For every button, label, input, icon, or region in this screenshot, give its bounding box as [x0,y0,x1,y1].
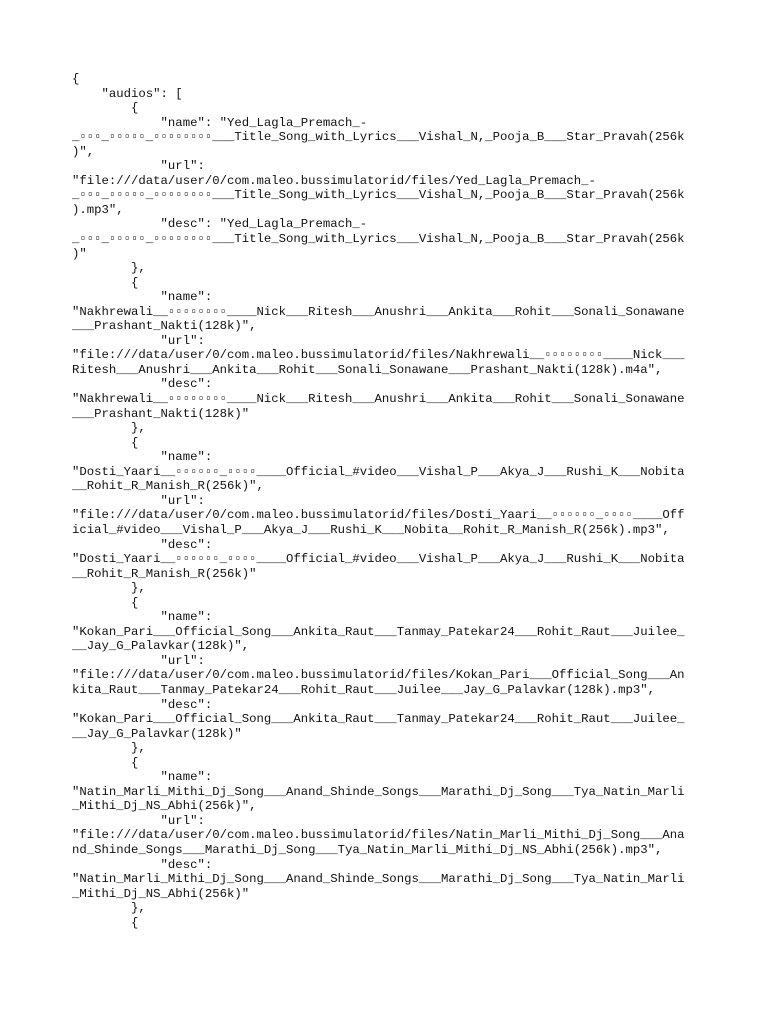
code-line: "file:///data/user/0/com.maleo.bussimulatorid/files/Natin_Marli_Mithi_Dj_Song___Ana [72,828,685,843]
code-line: "Natin_Marli_Mithi_Dj_Song___Anand_Shinde_Songs___Marathi_Dj_Song___Tya_Natin_Marli [72,872,685,887]
code-line: _▫▫▫_▫▫▫▫▫_▫▫▫▫▫▫▫▫___Title_Song_with_Lyrics___Vishal_N,_Pooja_B___Star_Pravah(256k [72,188,685,203]
code-line: __Rohit_R_Manish_R(256k)" [72,566,257,581]
code-line: ___Prashant_Nakti(128k)" [72,406,250,421]
code-line: "name": [72,450,213,465]
code-line: "name": [72,770,213,785]
code-line: "file:///data/user/0/com.maleo.bussimulatorid/files/Yed_Lagla_Premach_- [72,173,596,188]
code-line: { [72,72,80,86]
code-line: "desc": [72,537,213,552]
code-line: "file:///data/user/0/com.maleo.bussimulatorid/files/Kokan_Pari___Official_Song___An [72,668,685,683]
code-line: { [72,275,139,290]
code-line: "Kokan_Pari___Official_Song___Ankita_Raut___Tanmay_Patekar24___Rohit_Raut___Juilee_ [72,624,685,639]
code-line: { [72,915,139,930]
code-line: "Nakhrewali__▫▫▫▫▫▫▫▫____Nick___Ritesh___Anushri___Ankita___Rohit___Sonali_Sonawane [72,392,685,407]
code-line: icial_#video___Vishal_P___Akya_J___Rushi_K___Nobita__Rohit_R_Manish_R(256k).mp3", [72,522,670,537]
code-line: "url": [72,813,205,828]
code-line: _▫▫▫_▫▫▫▫▫_▫▫▫▫▫▫▫▫___Title_Song_with_Lyrics___Vishal_N,_Pooja_B___Star_Pravah(256k [72,232,685,247]
code-line: )", [72,144,95,159]
code-line: }, [72,421,146,436]
code-line: { [72,755,139,770]
code-line: __Jay_G_Palavkar(128k)", [72,639,250,654]
code-line: "file:///data/user/0/com.maleo.bussimulatorid/files/Nakhrewali__▫▫▫▫▫▫▫▫____Nick___ [72,348,685,363]
code-line: { [72,101,139,116]
code-line: )" [72,246,87,261]
code-line: "url": [72,159,205,174]
code-line: "url": [72,653,205,668]
code-line: "audios": [ [72,86,183,101]
code-line: "Natin_Marli_Mithi_Dj_Song___Anand_Shinde_Songs___Marathi_Dj_Song___Tya_Natin_Marli [72,784,685,799]
code-line: nd_Shinde_Songs___Marathi_Dj_Song___Tya_Natin_Marli_Mithi_Dj_NS_Abhi(256k).mp3", [72,842,663,857]
code-line: ).mp3", [72,202,124,217]
code-line: }, [72,741,146,756]
code-line: "file:///data/user/0/com.maleo.bussimulatorid/files/Dosti_Yaari__▫▫▫▫▫▫_▫▫▫▫____Off [72,508,685,523]
code-line: }, [72,901,146,916]
code-line: _Mithi_Dj_NS_Abhi(256k)" [72,886,250,901]
code-line: "url": [72,333,205,348]
code-line: "desc": [72,377,213,392]
code-line: ___Prashant_Nakti(128k)", [72,319,257,334]
code-line: "name": "Yed_Lagla_Premach_- [72,115,368,130]
code-line: "desc": [72,697,213,712]
code-line: { [72,595,139,610]
code-line: kita_Raut___Tanmay_Patekar24___Rohit_Raut___Juilee___Jay_G_Palavkar(128k).mp3", [72,682,655,697]
code-line: "url": [72,493,205,508]
code-line: "name": [72,290,213,305]
json-code-block [72,72,700,930]
code-line: "Dosti_Yaari__▫▫▫▫▫▫_▫▫▫▫____Official_#video___Vishal_P___Akya_J___Rushi_K___Nobita [72,552,685,567]
code-line: _Mithi_Dj_NS_Abhi(256k)", [72,799,257,814]
code-line: __Rohit_R_Manish_R(256k)", [72,479,264,494]
code-line: _▫▫▫_▫▫▫▫▫_▫▫▫▫▫▫▫▫___Title_Song_with_Lyrics___Vishal_N,_Pooja_B___Star_Pravah(256k [72,130,685,145]
code-line: "Nakhrewali__▫▫▫▫▫▫▫▫____Nick___Ritesh___Anushri___Ankita___Rohit___Sonali_Sonawane [72,304,685,319]
code-line: { [72,435,139,450]
code-line: "desc": [72,857,213,872]
code-line: "name": [72,610,213,625]
code-line: Ritesh___Anushri___Ankita___Rohit___Sonali_Sonawane___Prashant_Nakti(128k).m4a", [72,362,663,377]
code-line: "desc": "Yed_Lagla_Premach_- [72,217,368,232]
code-line: }, [72,581,146,596]
code-line: "Kokan_Pari___Official_Song___Ankita_Raut___Tanmay_Patekar24___Rohit_Raut___Juilee_ [72,712,685,727]
code-line: }, [72,261,146,276]
code-line: __Jay_G_Palavkar(128k)" [72,726,242,741]
code-line: "Dosti_Yaari__▫▫▫▫▫▫_▫▫▫▫____Official_#video___Vishal_P___Akya_J___Rushi_K___Nobita [72,464,685,479]
